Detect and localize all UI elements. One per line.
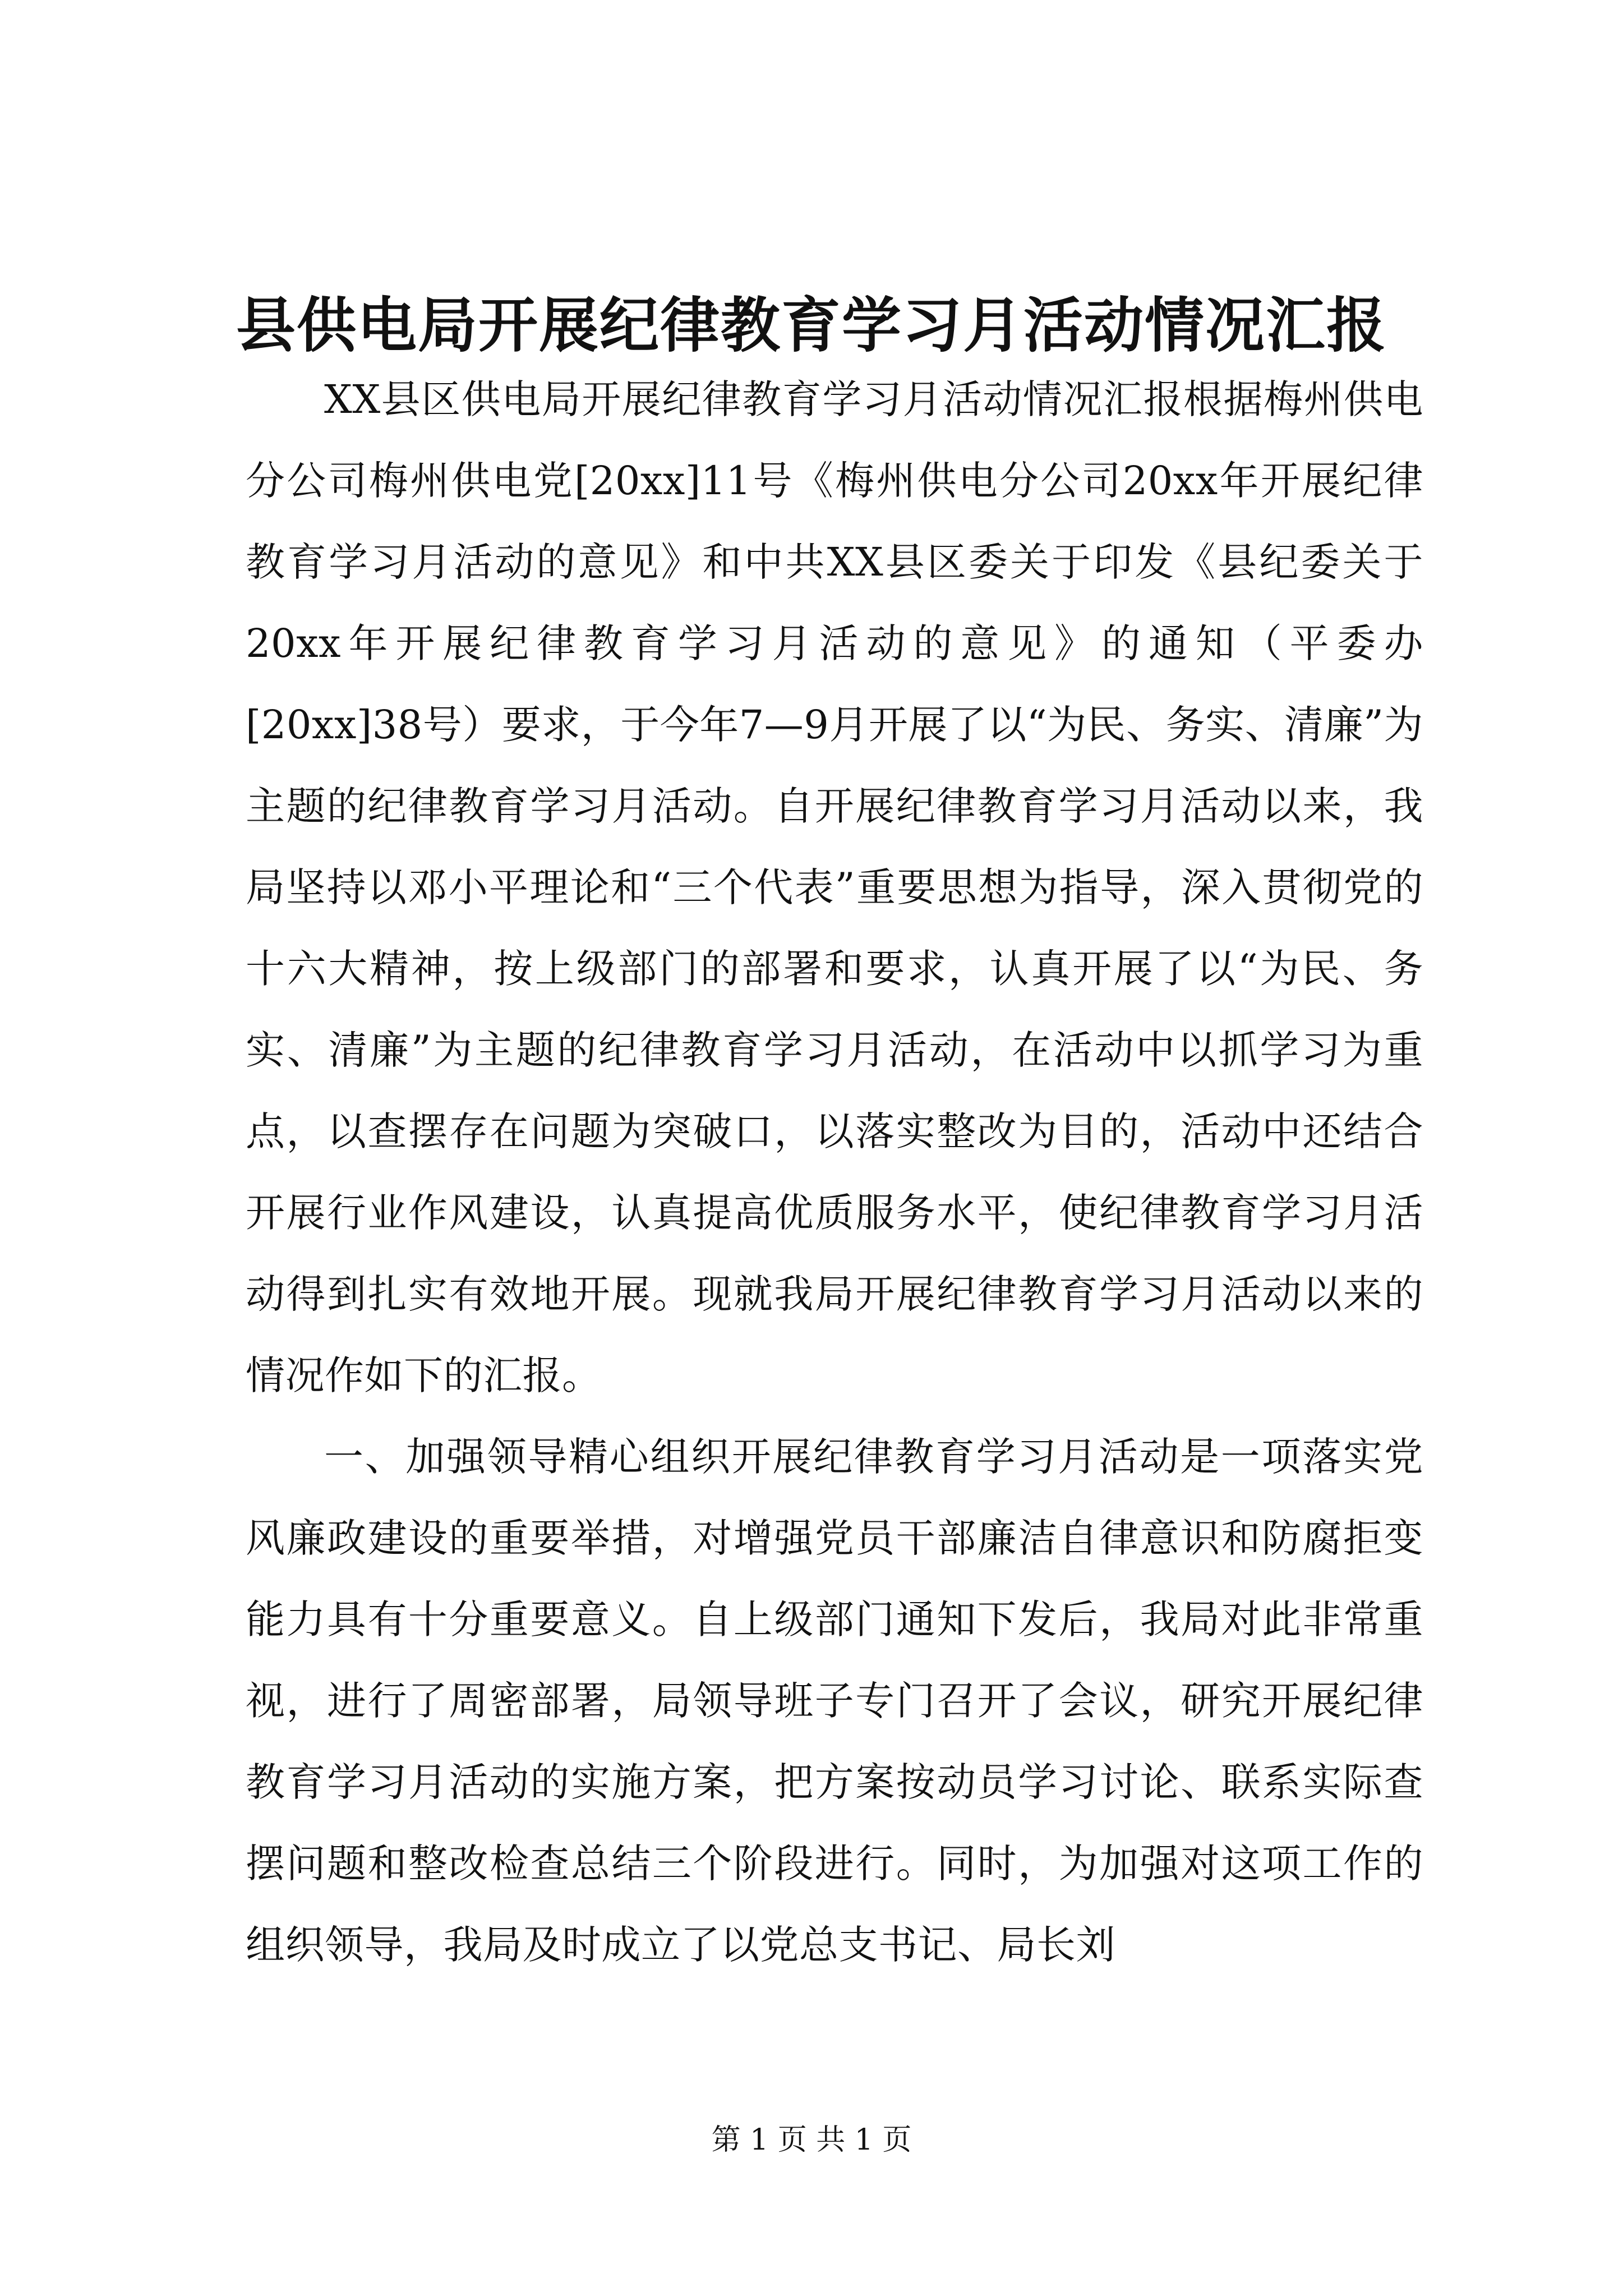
document-body — [246, 359, 1423, 1986]
paragraph-intro: XX县区供电局开展纪律教育学习月活动情况汇报根据梅州供电分公司梅州供电党[20xx]11号《梅州供电分公司20xx年开展纪律教育学习月活动的意见》和中共XX县区委关于印发《县纪委关于20xx年开展纪律教育学习月活动的意见》的通知（平委办[20xx]38号）要求，于今年7—9月开展了以“为民、务实、清廉”为主题的纪律教育学习月活动。自开展纪律教育学习月活动以来，我局坚持以邓小平理论和“三个代表”重要思想为指导，深入贯彻党的十六大精神，按上级部门的部署和要求，认真开展了以“为民、务实、清廉”为主题的纪律教育学习月活动，在活动中以抓学习为重点，以查摆存在问题为突破口，以落实整改为目的，活动中还结合开展行业作风建设，认真提高优质服务水平，使纪律教育学习月活动得到扎实有效地开展。现就我局开展纪律教育学习月活动以来的情况作如下的汇报。 — [246, 376, 1423, 1398]
page-number-footer: 第 1 页 共 1 页 — [711, 2123, 912, 2157]
paragraph-section-one: 一、加强领导精心组织开展纪律教育学习月活动是一项落实党风廉政建设的重要举措，对增强党员干部廉洁自律意识和防腐拒变能力具有十分重要意义。自上级部门通知下发后，我局对此非常重视，进行了周密部署，局领导班子专门召开了会议，研究开展纪律教育学习月活动的实施方案，把方案按动员学习讨论、联系实际查摆问题和整改检查总结三个阶段进行。同时，为加强对这项工作的组织领导，我局及时成立了以党总支书记、局长刘 — [246, 1434, 1423, 1968]
document-title: 县供电局开展纪律教育学习月活动情况汇报 — [236, 290, 1387, 360]
